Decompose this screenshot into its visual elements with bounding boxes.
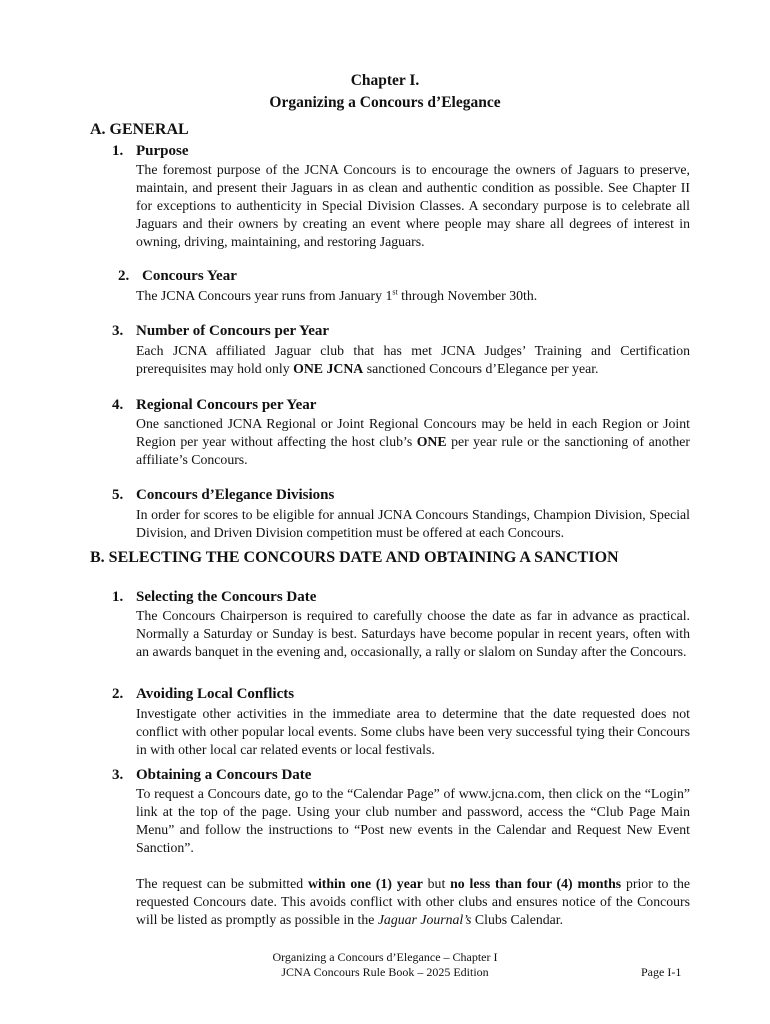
b2-paragraph: Investigate other activities in the immediate area to determine that the date requested does not conflict with other popular local events. Some clubs have been very successful tying their Concours in with other local car related events or local festivals.	[136, 706, 690, 757]
a4-text-bold: ONE	[416, 434, 447, 449]
a3-title: Number of Concours per Year	[136, 323, 330, 339]
footer-line-2: JCNA Concours Rule Book – 2025 Edition	[281, 965, 489, 979]
a2-paragraph	[136, 287, 690, 305]
b2-number: 2.	[112, 686, 124, 702]
b3-paragraph-2	[136, 875, 690, 929]
a1-title: Purpose	[136, 143, 189, 159]
b1-paragraph: The Concours Chairperson is required to carefully choose the date as far in advance as practical. Normally a Saturday or Sunday is best. Saturdays have become popular in recent years, often with an awards banquet in the evening and, occasionally, a rally or slalom on Sunday after the Concours.	[136, 608, 690, 659]
section-a-heading: A. GENERAL	[90, 121, 189, 138]
b1-title: Selecting the Concours Date	[136, 589, 317, 605]
b3-p2-g: Clubs Calendar.	[471, 912, 564, 927]
a2-text-pre: The JCNA Concours year runs from January 1	[136, 288, 393, 303]
chapter-title: Organizing a Concours d’Elegance	[269, 94, 501, 111]
a1-paragraph: The foremost purpose of the JCNA Concours is to encourage the owners of Jaguars to preserve, maintain, and present their Jaguars in as clean and authentic condition as possible. See Chapter II for exceptions to authenticity in Special Division Classes. A secondary purpose is to celebrate all Jaguars and their owners by creating an event where people may share all degrees of interest in owning, driving, maintaining, and restoring Jaguars.	[136, 162, 690, 249]
a5-number: 5.	[112, 487, 124, 503]
a4-title: Regional Concours per Year	[136, 397, 317, 413]
a1-number: 1.	[112, 143, 124, 159]
a5-paragraph: In order for scores to be eligible for annual JCNA Concours Standings, Champion Division, Special Division, and Driven Division competition must be offered at each Concours.	[136, 507, 690, 540]
section-b-heading: B. SELECTING THE CONCOURS DATE AND OBTAINING A SANCTION	[90, 549, 619, 566]
b3-p2-d: no less than four (4) months	[450, 876, 622, 891]
b3-p2-c: but	[422, 876, 451, 891]
b2-title: Avoiding Local Conflicts	[136, 686, 295, 702]
b3-p2-e: prior to the requested Concours date. This avoids conflict with other clubs and ensures notice of the Concours will be listed as promptly as possible in the	[136, 876, 691, 927]
a2-text-sup: st	[392, 287, 398, 297]
a3-number: 3.	[112, 323, 124, 339]
a4-paragraph	[136, 415, 690, 469]
a3-paragraph	[136, 342, 690, 378]
a4-text-pre: One sanctioned JCNA Regional or Joint Regional Concours may be held in each Region or Joint Region per year without affecting the host club’s	[136, 416, 690, 449]
b3-number: 3.	[112, 767, 124, 783]
a4-text-post: per year rule or the sanctioning of another affiliate’s Concours.	[136, 434, 690, 467]
a5-title: Concours d’Elegance Divisions	[136, 487, 335, 503]
b3-title: Obtaining a Concours Date	[136, 767, 312, 783]
b3-p2-a: The request can be submitted	[136, 876, 308, 891]
b1-number: 1.	[112, 589, 124, 605]
footer-page-number: Page I-1	[641, 965, 682, 979]
a3-text-pre: Each JCNA affiliated Jaguar club that has met JCNA Judges’ Training and Certification prerequisites may hold only	[136, 343, 690, 376]
footer-line-1: Organizing a Concours d’Elegance – Chapter I	[272, 950, 498, 964]
b3-paragraph: To request a Concours date, go to the “Calendar Page” of www.jcna.com, then click on the “Login” link at the top of the page. Using your club number and password, access the “Club Page Main Menu” and follow the instructions to “Post new events in the Calendar and Request New Event Sanction”.	[136, 786, 690, 855]
a2-text-post: through November 30th.	[397, 288, 538, 303]
a3-text-bold: ONE JCNA	[293, 361, 364, 376]
b3-p2-b: within one (1) year	[307, 876, 423, 891]
chapter-number: Chapter I.	[350, 72, 420, 89]
a3-text-post: sanctioned Concours d’Elegance per year.	[363, 361, 599, 376]
b3-p2-f: Jaguar Journal’s	[377, 912, 472, 927]
a2-title: Concours Year	[142, 268, 237, 284]
a2-number: 2.	[118, 268, 130, 284]
a4-number: 4.	[112, 397, 124, 413]
